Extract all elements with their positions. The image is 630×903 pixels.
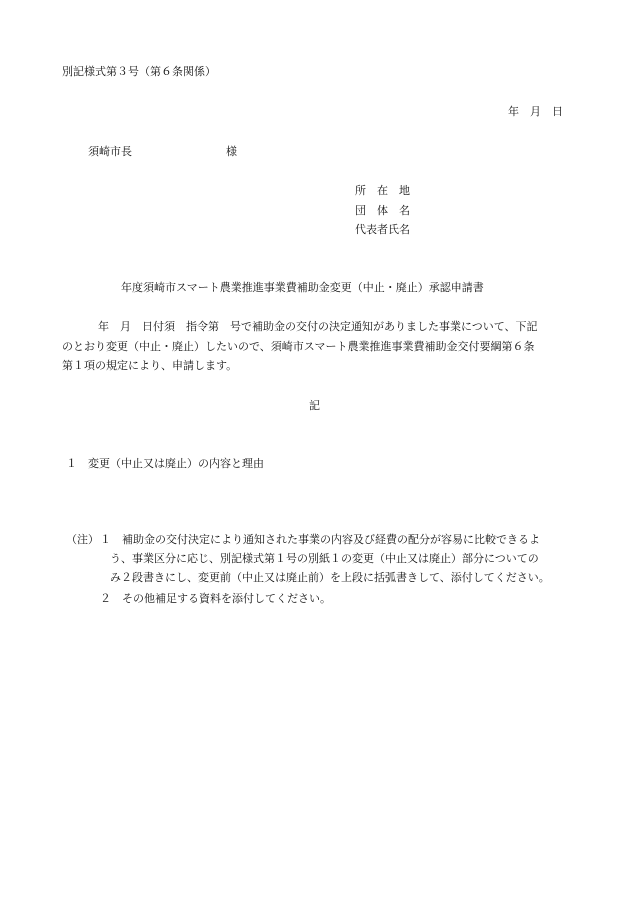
note-1-line-3: み２段書きにし、変更前（中止又は廃止前）を上段に括弧書きして、添付してください。 (110, 571, 550, 584)
note-1-line-1: 補助金の交付決定により通知された事業の内容及び経費の配分が容易に比較できるよ (122, 533, 540, 546)
form-number: 別記様式第３号（第６条関係） (62, 65, 216, 78)
body-line-1: 年 月 日付須 指令第 号で補助金の交付の決定通知がありました事業について、下記 (98, 320, 538, 333)
body-line-2: のとおり変更（中止・廃止）したいので、須崎市スマート農業推進事業費補助金交付要綱第６条 (62, 340, 535, 353)
addressee: 須崎市長 (88, 145, 132, 158)
notes-prefix: （注） (66, 533, 99, 546)
note-1-number: １ (100, 533, 111, 546)
honorific: 様 (226, 145, 237, 158)
note-1-line-2: う、事業区分に応じ、別記様式第１号の別紙１の変更（中止又は廃止）部分についての (110, 552, 539, 565)
document-title: 年度須崎市スマート農業推進事業費補助金変更（中止・廃止）承認申請書 (121, 281, 484, 294)
organization-label: 団 体 名 (355, 204, 410, 217)
note-2-number: ２ (100, 592, 111, 605)
ki-heading: 記 (309, 399, 320, 412)
note-2-text: その他補足する資料を添付してください。 (122, 592, 331, 605)
body-line-3: 第１項の規定により、申請します。 (62, 359, 238, 372)
date-line: 年 月 日 (508, 105, 563, 118)
address-label: 所 在 地 (355, 184, 410, 197)
representative-label: 代表者氏名 (355, 223, 410, 236)
item-1-change-content: １ 変更（中止又は廃止）の内容と理由 (66, 457, 264, 470)
